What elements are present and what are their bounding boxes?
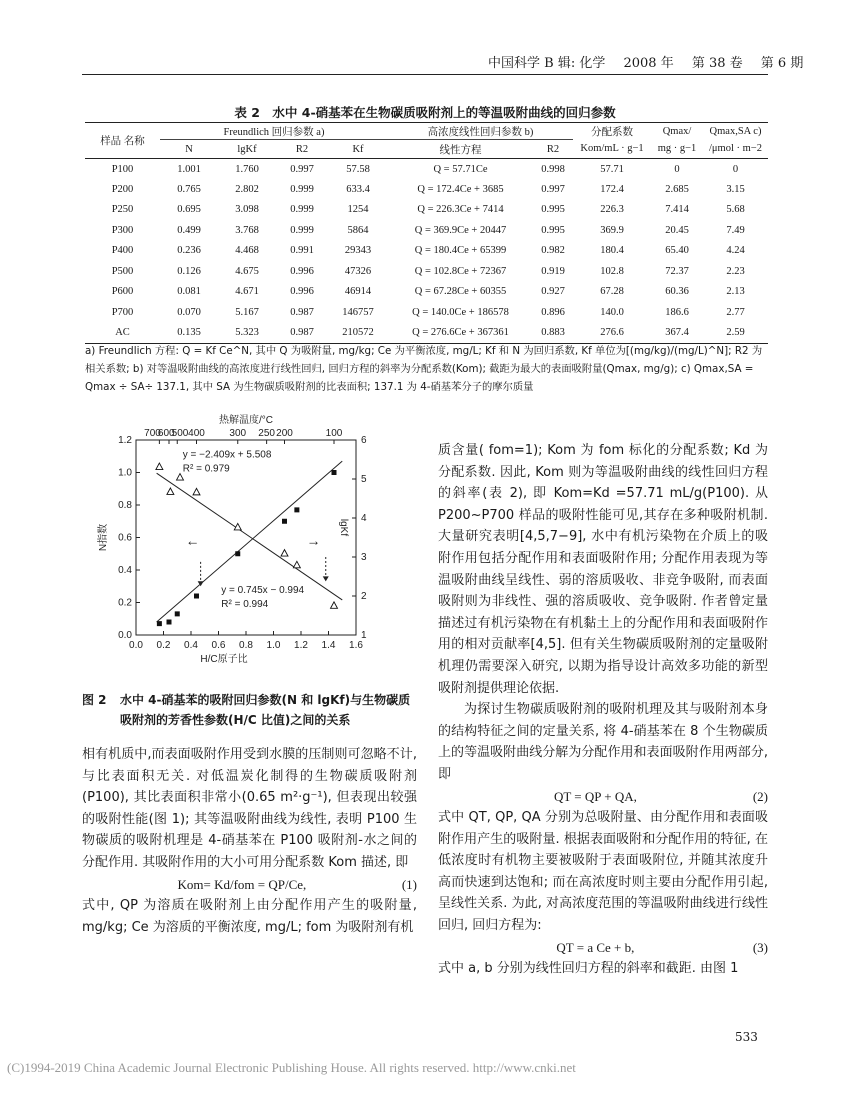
table-cell: 226.3	[600, 204, 624, 216]
table-cell: 0.999	[290, 224, 314, 236]
table-cell: 1.760	[235, 163, 259, 175]
equation-3	[438, 937, 768, 959]
fit-r2-n: R² = 0.994	[221, 598, 269, 610]
table-cell: 7.49	[726, 224, 745, 236]
table-cell: 0.995	[541, 224, 565, 236]
table-cell: 0.883	[533, 323, 573, 344]
table-cell: P400	[111, 245, 134, 257]
table-cell: P250	[111, 204, 134, 216]
equation-2-body: QT = QP + QA,	[553, 788, 637, 804]
regression-table	[85, 122, 768, 344]
table-cell: 2.13	[726, 286, 745, 298]
table-cell: 5.167	[235, 306, 259, 318]
table-caption: 表 2 水中 4-硝基苯在生物碳质吸附剂上的等温吸附曲线的回归参数	[234, 105, 616, 120]
table-footnote: a) Freundlich 方程: Q = Kf Ce^N, 其中 Q 为吸附量, mg/kg; Ce 为平衡浓度, mg/L; Kf 和 N 为回归系数, Kf 单位为[(mg/kg)/(mg/L)^N]; R2 为相关系数; b) 对等温吸附曲线的高浓度进行线性回归, 回归方程的斜率为分配系数(Kom); 截距为最大的表面吸附量(Qmax, mg/g); c) Qmax,SA = Qmax ÷ SA÷ 137.1, 其中 SA 为生物碳质吸附剂的比表面积; 137.1 为 4-硝基苯分子的摩尔质量	[85, 345, 763, 393]
y-left-tick-label: 1.0	[118, 467, 132, 479]
table-cell: 369.9	[600, 224, 624, 236]
equation-1-number: (1)	[401, 876, 417, 892]
y-right-axis-title: lgKf	[338, 518, 349, 537]
table-cell: 2.802	[235, 183, 259, 195]
equation-2-number: (2)	[752, 788, 768, 804]
table-cell: 0.765	[177, 183, 201, 195]
table-cell: 0.126	[177, 265, 201, 277]
table-cell: 0.499	[177, 224, 201, 236]
table-cell: 0.081	[177, 286, 201, 298]
right-paragraph-2: 为探讨生物碳质吸附剂的吸附机理及其与吸附剂本身的结构特征之间的定量关系, 将 4-硝基苯在 8 个生物碳质上的等温吸附曲线分解为分配作用和表面吸附作用两部分, 即	[438, 702, 768, 782]
table-cell: 0.996	[290, 265, 314, 277]
table-cell: Q = 67.28Ce + 60355	[414, 286, 507, 298]
table-cell: Q = 102.8Ce + 72367	[414, 265, 507, 277]
data-point-lgkf	[331, 602, 338, 609]
journal-volume: 第 38 卷	[691, 56, 743, 71]
top-tick-label: 100	[325, 428, 343, 439]
journal-name: 中国科学 B 辑: 化学	[488, 56, 606, 71]
y-right-tick-label: 3	[361, 552, 367, 563]
table-cell: 2.59	[703, 323, 768, 344]
table-cell: 29343	[344, 245, 372, 257]
table-cell: 0.999	[290, 183, 314, 195]
top-tick-label: 700	[144, 428, 161, 439]
table-cell: 633.4	[346, 183, 370, 195]
x-tick-label: 0.2	[156, 640, 171, 651]
equation-2	[438, 786, 768, 808]
table-cell: 1254	[347, 204, 369, 216]
table-cell: 46914	[344, 286, 372, 298]
data-point-n	[235, 551, 240, 556]
table-cell: 140.0	[600, 306, 624, 318]
table-cell: 0.998	[541, 163, 565, 175]
th-linear: 高浓度线性回归参数 b)	[388, 123, 573, 140]
y-left-tick-label: 0.4	[118, 565, 132, 576]
table-row	[85, 220, 768, 241]
table-cell: 0.135	[160, 323, 218, 344]
table-cell: 0.919	[541, 265, 565, 277]
x-axis-title: H/C原子比	[200, 654, 248, 665]
table-cell: 4.468	[235, 245, 259, 257]
table-cell: Q = 180.4Ce + 65399	[414, 245, 507, 257]
right-paragraph-4: 式中 a, b 分别为线性回归方程的斜率和截距. 由图 1	[438, 961, 739, 977]
regression-chart	[86, 410, 386, 670]
table-cell: 3.15	[726, 183, 745, 195]
copyright-footer: (C)1994-2019 China Academic Journal Electronic Publishing House. All rights reserved. http://www.cnki.net	[7, 1060, 576, 1075]
th-freundlich: Freundlich 回归参数 a)	[160, 123, 388, 140]
top-tick-label: 400	[188, 428, 205, 439]
data-point-lgkf	[167, 488, 174, 495]
x-tick-label: 1.6	[349, 640, 363, 651]
table-cell: 0.236	[177, 245, 201, 257]
th-partition: 分配系数	[591, 126, 633, 138]
top-tick-label: 600	[157, 428, 175, 439]
equation-3-body: QT = a Ce + b,	[556, 939, 635, 955]
y-left-tick-label: 0.6	[118, 532, 132, 544]
table-cell: Q = 369.9Ce + 20447	[414, 224, 507, 236]
fit-label-lgkf: y = −2.409x + 5.508	[182, 449, 272, 461]
y-left-tick-label: 0.8	[118, 500, 132, 511]
data-point-n	[167, 620, 172, 625]
table-cell: 0	[674, 163, 680, 175]
table-cell: 5864	[347, 224, 369, 236]
fit-r2-lgkf: R² = 0.979	[182, 463, 230, 475]
data-point-lgkf	[156, 463, 163, 470]
table-cell: 7.414	[665, 204, 689, 216]
th-r2: R2	[276, 140, 328, 159]
table-cell: 60.36	[665, 286, 689, 298]
table-cell: 0.927	[541, 286, 565, 298]
header-rule	[82, 74, 768, 75]
data-point-n	[175, 611, 180, 616]
page-number: 533	[735, 1030, 758, 1044]
table-cell: Q = 140.0Ce + 186578	[412, 306, 509, 318]
y-left-tick-label: 0.2	[118, 597, 132, 609]
table-cell: Q = 226.3Ce + 7414	[417, 204, 504, 216]
table-cell: P700	[111, 306, 134, 318]
table-row	[85, 302, 768, 323]
x-tick-label: 0.0	[129, 640, 143, 651]
table-cell: 3.768	[235, 224, 259, 236]
running-header	[488, 52, 817, 71]
y-right-tick-label: 6	[361, 435, 367, 446]
table-cell: 367.4	[651, 323, 703, 344]
th-qmax: Qmax/	[662, 125, 692, 137]
table-cell: P300	[111, 224, 134, 236]
table-row	[85, 241, 768, 262]
table-cell: P100	[111, 163, 134, 175]
y-left-axis-title: N指数	[98, 523, 109, 552]
table-cell: P500	[111, 265, 134, 277]
x-tick-label: 1.0	[266, 640, 281, 651]
data-point-n	[282, 519, 287, 524]
table-cell: 72.37	[665, 265, 689, 277]
table-cell: 2.685	[665, 183, 689, 195]
left-paragraph-2: 式中, QP 为溶质在吸附剂上由分配作用产生的吸附量, mg/kg; Ce 为溶质的平衡浓度, mg/L; fom 为吸附剂有机	[82, 898, 417, 935]
x-tick-label: 1.2	[294, 640, 308, 651]
left-paragraph-1: 相有机质中,而表面吸附作用受到水膜的压制则可忽略不计,与比表面积无关. 对低温炭化制得的生物碳质吸附剂(P100), 其比表面积非常小(0.65 m²·g⁻¹), 但表现出较强的吸附性能(图 1); 其等温吸附曲线为线性, 表明 P100 生物碳质的吸附机理是 4-硝基苯在 P100 吸附剂-水之间的分配作用. 其吸附作用的大小可用分配系数 Kom 描述, 即	[82, 747, 417, 870]
figure-caption	[82, 690, 417, 730]
table-cell: 0.695	[177, 204, 201, 216]
fit-label-n: y = 0.745x − 0.994	[221, 584, 305, 596]
table-cell: 0.996	[290, 286, 314, 298]
table-cell: Q = 276.6Ce + 367361	[388, 323, 533, 344]
y-right-tick-label: 2	[361, 591, 367, 602]
y-right-tick-label: 5	[361, 474, 367, 485]
table-row	[85, 282, 768, 303]
x-tick-label: 0.4	[184, 640, 198, 651]
table-cell: 276.6	[573, 323, 651, 344]
y-right-tick-label: 1	[361, 630, 367, 641]
data-point-n	[332, 470, 337, 475]
right-column	[438, 440, 768, 980]
top-tick-label: 300	[229, 428, 247, 439]
table-row	[85, 200, 768, 221]
top-tick-label: 250	[258, 428, 275, 439]
table-cell: 186.6	[665, 306, 689, 318]
table-cell: 3.098	[235, 204, 259, 216]
th-lgkf: lgKf	[218, 140, 276, 159]
table-cell: 0	[732, 163, 739, 175]
th-sample: 样品 名称	[85, 123, 160, 159]
table-cell: 146757	[342, 306, 374, 318]
y-left-tick-label: 0.0	[118, 630, 132, 641]
table-cell: 180.4	[600, 245, 624, 257]
table-cell: 5.68	[726, 204, 745, 216]
x-tick-label: 1.4	[321, 640, 336, 651]
table-cell: 0.997	[290, 163, 314, 175]
table-cell: 5.323	[218, 323, 276, 344]
table-cell: 1.001	[177, 163, 201, 175]
th-kf: Kf	[328, 140, 388, 159]
table-cell: 0.982	[541, 245, 565, 257]
table-cell: 57.58	[346, 163, 370, 175]
figure-caption-text: 水中 4-硝基苯的吸附回归参数(N 和 lgKf)与生物碳质吸附剂的芳香性参数(H/C 比值)之间的关系	[120, 693, 411, 727]
down-arrow-icon	[323, 576, 329, 581]
top-axis-title: 热解温度/°C	[219, 415, 273, 426]
table-cell: 20.45	[665, 224, 689, 236]
data-point-n	[294, 507, 299, 512]
table-cell: AC	[85, 323, 160, 344]
table-cell: P600	[111, 286, 134, 298]
figure-number: 图 2	[82, 693, 107, 707]
table-cell: 4.675	[235, 265, 259, 277]
right-paragraph-3: 式中 QT, QP, QA 分别为总吸附量、由分配作用和表面吸附作用产生的吸附量. 根据表面吸附和分配作用的特征, 在低浓度时有机物主要被吸附于表面吸附位, 并随其浓度升高而快速到达饱和; 而在高浓度时则主要由分配作用引起, 呈线性关系. 为此, 对高浓度范围的等温吸附曲线进行线性回归, 回归方程为:	[438, 810, 768, 934]
y-left-tick-label: 1.2	[118, 435, 132, 446]
y-right-tick-label: 4	[361, 513, 367, 524]
table-cell: 0.987	[276, 323, 328, 344]
equation-1-body: Kom= Kd/fom = QP/Ce,	[177, 876, 307, 892]
table-cell: 0.070	[177, 306, 201, 318]
th-equation: 线性方程	[388, 140, 533, 159]
arrow-right-icon: →	[306, 532, 321, 549]
table-row	[85, 159, 768, 180]
left-column	[82, 744, 417, 938]
table-cell: P200	[111, 183, 134, 195]
table-cell: 2.77	[726, 306, 745, 318]
th-r2b: R2	[533, 140, 573, 159]
data-point-lgkf	[293, 561, 300, 568]
equation-1	[82, 874, 417, 896]
table-cell: 102.8	[600, 265, 624, 277]
table-cell: 0.999	[290, 204, 314, 216]
table-cell: 4.671	[235, 286, 259, 298]
th-qmax-unit: mg · g−1	[651, 140, 703, 159]
top-tick-label: 200	[276, 428, 293, 439]
table-cell: 0.991	[290, 245, 314, 257]
data-point-lgkf	[281, 550, 288, 557]
table-cell: 0.995	[541, 204, 565, 216]
arrow-left-icon: ←	[185, 532, 200, 549]
right-paragraph-1: 质含量( fom=1); Kom 为 fom 标化的分配系数; Kd 为分配系数. 因此, Kom 则为等温吸附曲线的线性回归方程的斜率(表 2), 即 Kom=Kd =57.71 mL/g(P100). 从 P200~P700 样品的吸附性能可见,其存在多种吸附机制. 大量研究表明[4,5,7−9], 水中有机污染物在介质上的吸附作用包括分配作用和表面吸附作用; 分配作用表现为等温吸附曲线呈线性、弱的溶质吸收、非竞争吸附, 而表面吸附则为非线性、强的溶质吸收、竞争吸附. 作者曾定量描述过有机污染物在有机黏土上的分配作用和表面吸附作用的相对贡献率[4,5]. 但有关生物碳质吸附剂的定量吸附机理仍需要深入研究, 以期为指导设计高效多功能的新型吸附剂提供理论依据.	[438, 443, 768, 696]
table-cell: 4.24	[726, 245, 745, 257]
th-n: N	[160, 140, 218, 159]
table-body	[85, 159, 768, 344]
table-cell: 2.23	[726, 265, 745, 277]
table-cell: 65.40	[665, 245, 689, 257]
table-row	[85, 323, 768, 344]
x-tick-label: 0.6	[211, 640, 226, 651]
journal-issue: 第 6 期	[760, 56, 804, 71]
table-cell: Q = 172.4Ce + 3685	[417, 183, 504, 195]
th-qmaxsa-unit: /μmol · m−2	[703, 140, 768, 159]
top-tick-label: 500	[171, 428, 189, 439]
th-kom: Kom/mL · g−1	[573, 140, 651, 159]
table-cell: 0.997	[541, 183, 565, 195]
table-cell: 210572	[328, 323, 388, 344]
table-cell: 47326	[344, 265, 372, 277]
x-tick-label: 0.8	[239, 640, 253, 651]
table-cell: Q = 57.71Ce	[433, 163, 488, 175]
journal-year: 2008 年	[623, 56, 674, 71]
table-row	[85, 179, 768, 200]
table-cell: 67.28	[600, 286, 624, 298]
table-cell: 172.4	[600, 183, 624, 195]
table-cell: 0.896	[541, 306, 565, 318]
data-point-n	[194, 594, 199, 599]
table-cell: 0.987	[290, 306, 314, 318]
data-point-lgkf	[193, 488, 200, 495]
table-cell: 57.71	[600, 163, 624, 175]
equation-3-number: (3)	[752, 939, 768, 955]
th-qmaxsa: Qmax,SA c)	[709, 125, 762, 137]
table-row	[85, 261, 768, 282]
data-point-n	[157, 621, 162, 626]
